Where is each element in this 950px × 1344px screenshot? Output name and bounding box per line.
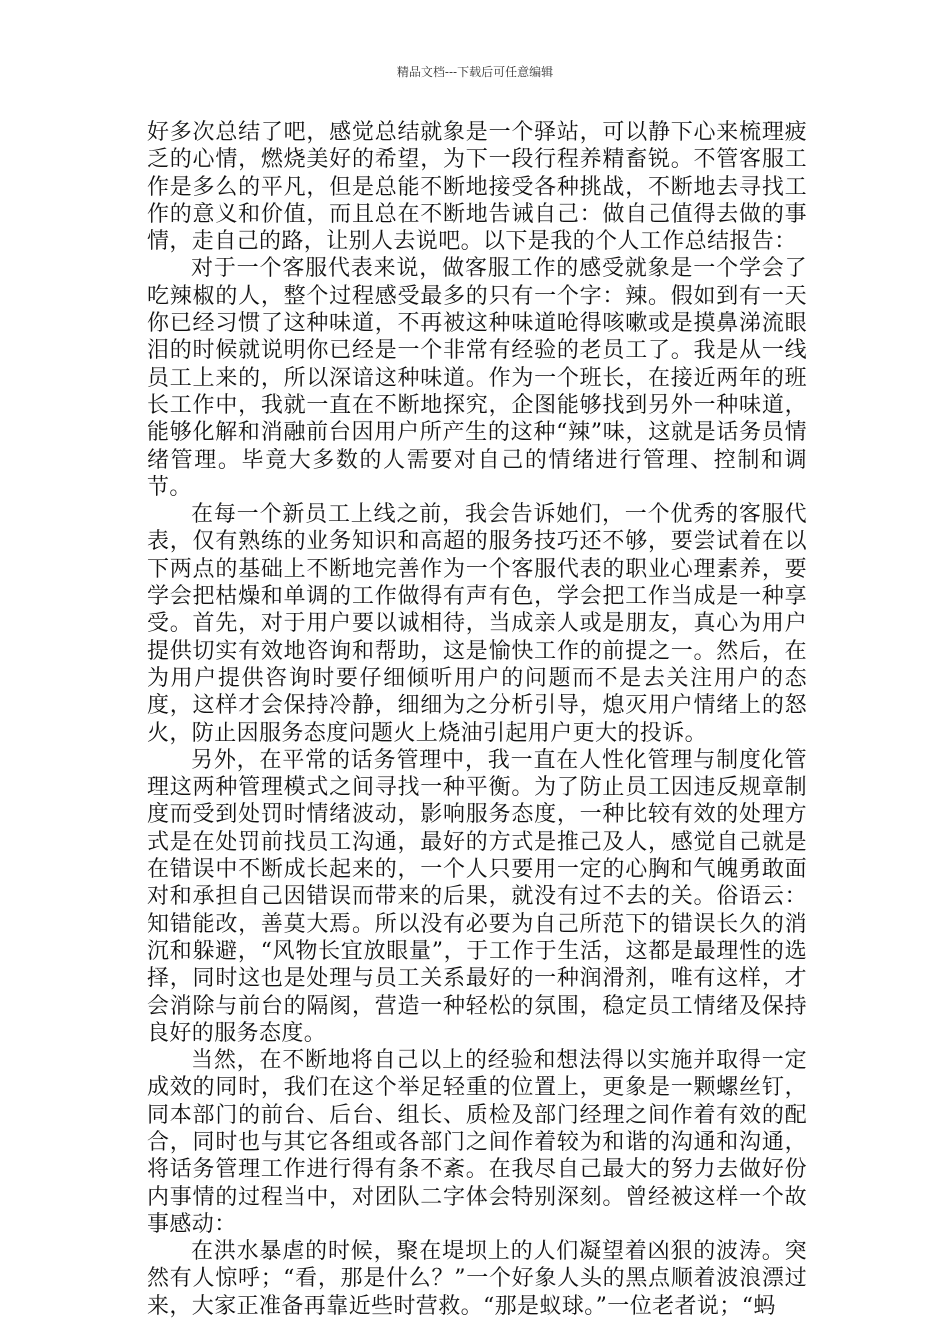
page-header: 精品文档---下载后可任意编辑 <box>396 65 554 79</box>
paragraph-intro: 好多次总结了吧，感觉总结就象是一个驿站，可以静下心来梳理疲乏的心情，燃烧美好的希望，为下一段行程养精畜锐。不管客服工作是多么的平凡，但是总能不断地接受各种挑战，不断地去寻找工作的意义和价值，而且总在不断地告诫自己：做自己值得去做的事情，走自己的路，让别人去说吧。以下是我的个人工作总结报告： <box>147 120 807 255</box>
document-body <box>147 119 807 1320</box>
paragraph-management-balance: 另外，在平常的话务管理中，我一直在人性化管理与制度化管理这两种管理模式之间寻找一种平衡。为了防止员工因违反规章制度而受到处罚时情绪波动，影响服务态度，一种比较有效的处理方式是在处罚前找员工沟通，最好的方式是推己及人，感觉自己就是在错误中不断成长起来的，一个人只要用一定的心胸和气魄勇敢面对和承担自己因错误而带来的后果，就没有过不去的关。俗语云：知错能改，善莫大焉。所以没有必要为自己所范下的错误长久的消沉和躲避，“风物长宜放眼量”，于工作于生活，这都是最理性的选择，同时这也是处理与员工关系最好的一种润滑剂，唯有这样，才会消除与前台的隔阂，营造一种轻松的氛围，稳定员工情绪及保持良好的服务态度。 <box>147 747 807 1046</box>
paragraph-new-staff-advice: 在每一个新员工上线之前，我会告诉她们，一个优秀的客服代表，仅有熟练的业务知识和高超的服务技巧还不够，要尝试着在以下两点的基础上不断地完善作为一个客服代表的职业心理素养，要学会把枯燥和单调的工作做得有声有色，学会把工作当成是一种享受。首先，对于用户要以诚相待，当成亲人或是朋友，真心为用户提供切实有效地咨询和帮助，这是愉快工作的前提之一。然后，在为用户提供咨询时要仔细倾听用户的问题而不是去关注用户的态度，这样才会保持冷静，细细为之分析引导，熄灭用户情绪上的怒火，防止因服务态度问题火上烧油引起用户更大的投诉。 <box>147 502 807 746</box>
paragraph-emotion-management: 对于一个客服代表来说，做客服工作的感受就象是一个学会了吃辣椒的人，整个过程感受最多的只有一个字：辣。假如到有一天你已经习惯了这种味道，不再被这种味道呛得咳嗽或是摸鼻涕流眼泪的时候就说明你已经是一个非常有经验的老员工了。我是从一线员工上来的，所以深谙这种味道。作为一个班长，在接近两年的班长工作中，我就一直在不断地探究，企图能够找到另外一种味道，能够化解和消融前台因用户所产生的这种“辣”味，这就是话务员情绪管理。毕竟大多数的人需要对自己的情绪进行管理、控制和调节。 <box>147 256 807 500</box>
paragraph-flood-story: 在洪水暴虐的时候，聚在堤坝上的人们凝望着凶狠的波涛。突然有人惊呼；“看，那是什么？”一个好象人头的黑点顺着波浪漂过来，大家正准备再靠近些时营救。“那是蚁球。”一位老者说；“蚂 <box>147 1239 807 1319</box>
paragraph-teamwork: 当然，在不断地将自己以上的经验和想法得以实施并取得一定成效的同时，我们在这个举足轻重的位置上，更象是一颗螺丝钉，同本部门的前台、后台、组长、质检及部门经理之间作着有效的配合，同时也与其它各组或各部门之间作着较为和谐的沟通和沟通，将话务管理工作进行得有条不紊。在我尽自己最大的努力去做好份内事情的过程当中，对团队二字体会特别深刻。曾经被这样一个故事感动： <box>147 1048 807 1237</box>
